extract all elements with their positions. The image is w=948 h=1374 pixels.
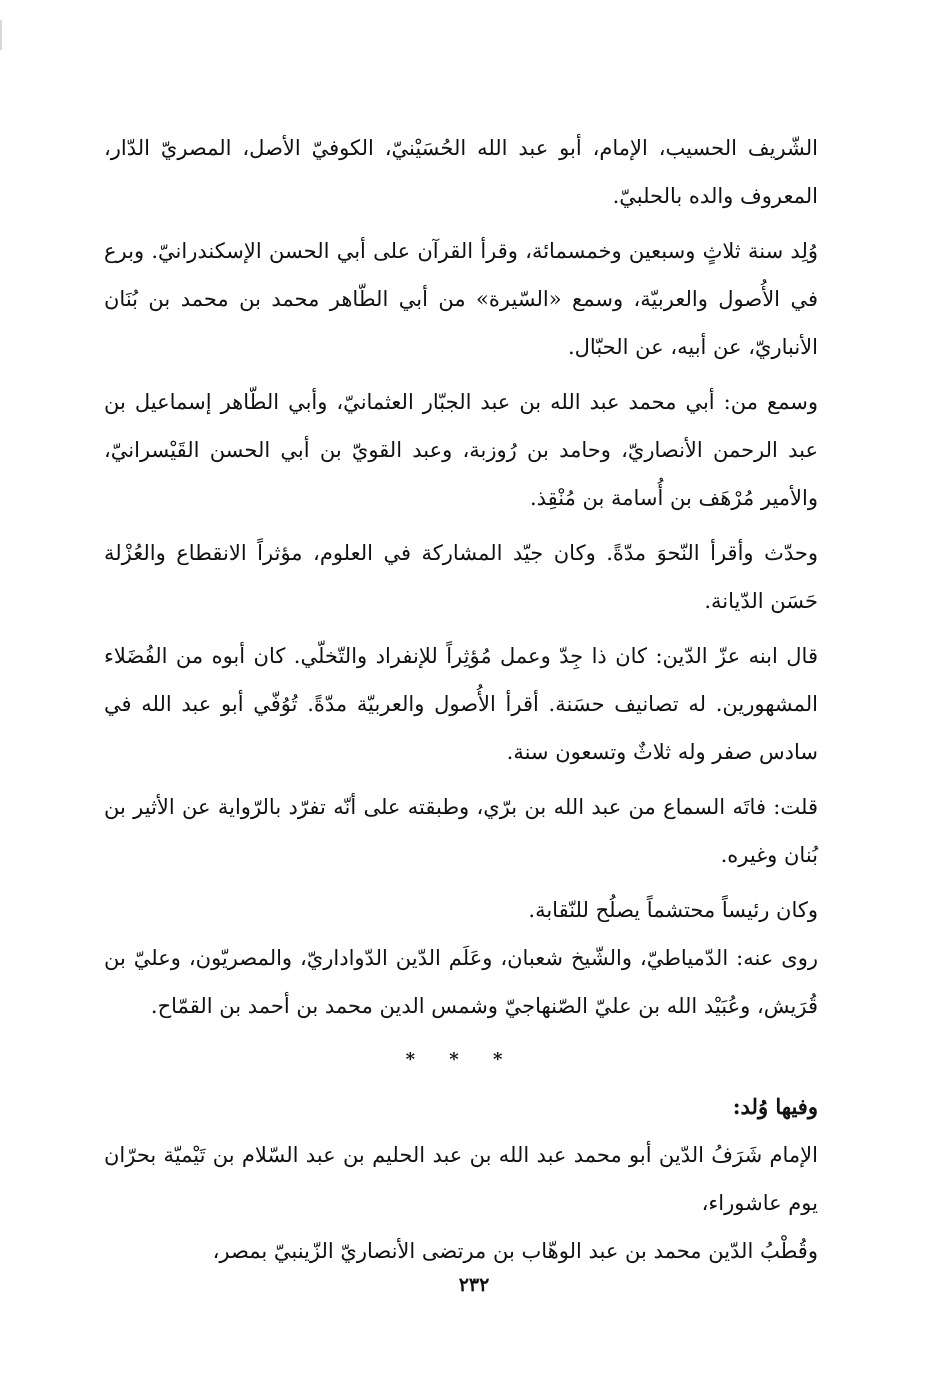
- section-separator: * * *: [405, 1049, 517, 1070]
- entry-ibn-taymiyya: الإمام شَرَفُ الدّين أبو محمد عبد الله بن عبد الحليم بن عبد السّلام بن تَيْميّة بحرّان يوم عاشوراء،: [104, 1143, 818, 1215]
- page-body: [104, 124, 818, 1275]
- paragraph-narrators: روى عنه: الدّمياطيّ، والشّيخ شعبان، وعَلَم الدّين الدّواداريّ، والمصريّون، وعليّ بن قُرَيش، وعُبَيْد الله بن عليّ الصّنهاجيّ وشمس الدين محمد بن أحمد بن القمّاح.: [104, 946, 818, 1018]
- paragraph-biography-intro: الشّريف الحسيب، الإمام، أبو عبد الله الحُسَيْنيّ، الكوفيّ الأصل، المصريّ الدّار، المعروف والده بالحلبيّ.: [104, 136, 818, 208]
- section-subheading: وفيها وُلد:: [732, 1094, 818, 1119]
- paragraph-teachers: وسمع من: أبي محمد عبد الله بن عبد الجبّار العثمانيّ، وأبي الطّاهر إسماعيل بن عبد الرحمن الأنصاريّ، وحامد بن رُوزبة، وعبد القويّ بن أبي الحسن القَيْسرانيّ، والأمير مُرْهَف بن أُسامة بن مُنْقِذ.: [104, 390, 818, 510]
- paragraph-author-note: قلت: فاتَه السماع من عبد الله بن برّي، وطبقته على أنّه تفرّد بالرّواية عن الأثير بن بُنان وغيره.: [104, 795, 818, 867]
- page-number: ٢٣٢: [458, 1274, 490, 1296]
- paragraph-birth: وُلِد سنة ثلاثٍ وسبعين وخمسمائة، وقرأ القرآن على أبي الحسن الإسكندرانيّ. وبرع في الأُصول والعربيّة، وسمع «السّيرة» من أبي الطّاهر محمد بن محمد بن بُنَان الأنباريّ، عن أبيه، عن الحبّال.: [104, 239, 818, 359]
- paragraph-son-quote: قال ابنه عزّ الدّين: كان ذا جِدّ وعمل مُؤثِراً للإنفراد والتّخلّي. كان أبوه من الفُضَلاء المشهورين. له تصانيف حسَنة. أقرأ الأُصول والعربيّة مدّةً. تُوُفّي أبو عبد الله في سادس صفر وله ثلاثٌ وتسعون سنة.: [104, 644, 818, 764]
- paragraph-teaching: وحدّث وأقرأ النّحوَ مدّةً. وكان جيّد المشاركة في العلوم، مؤثراً الانقطاع والعُزْلة حَسَن الدّيانة.: [104, 541, 818, 613]
- entry-qutb-al-din: وقُطْبُ الدّين محمد بن عبد الوهّاب بن مرتضى الأنصاريّ الزّينبيّ بمصر،: [212, 1239, 818, 1263]
- scan-edge-mark: [0, 20, 2, 50]
- paragraph-character: وكان رئيساً محتشماً يصلُح للنّقابة.: [528, 898, 818, 922]
